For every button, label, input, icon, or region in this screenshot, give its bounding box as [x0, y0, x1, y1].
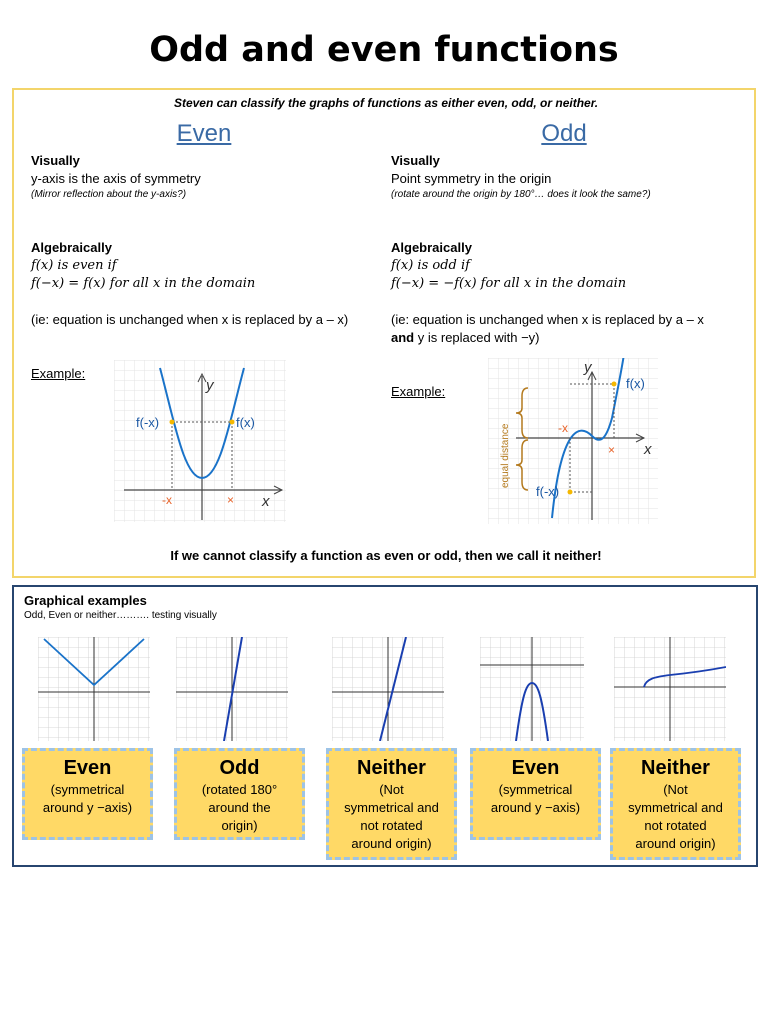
card-label: Even	[63, 757, 112, 779]
odd-alg-line2: f(−x) = −f(x) for all x in the domain	[391, 276, 627, 291]
even-alg-line1: f(x) is even if	[31, 258, 117, 273]
classification-card-neither-1	[326, 748, 457, 860]
card-line: (rotated 180°	[201, 782, 278, 797]
card-label: Neither	[357, 757, 426, 779]
graph-x-label: x	[262, 493, 270, 510]
card-line: symmetrical and	[344, 800, 439, 815]
card-line: not rotated	[360, 818, 423, 833]
odd-alg-line1: f(x) is odd if	[391, 258, 470, 273]
graph-fneg-label: f(-x)	[136, 415, 160, 430]
card-label: Neither	[641, 757, 710, 779]
odd-ie-and: and	[391, 330, 415, 345]
card-line: not rotated	[644, 818, 707, 833]
example-graph-2	[176, 637, 288, 741]
example-graph-3	[332, 637, 444, 741]
classification-card-even-1	[22, 748, 153, 840]
odd-heading: Odd	[541, 120, 587, 147]
graphical-examples-panel	[12, 585, 758, 867]
graph-x-mark: ×	[227, 493, 235, 507]
graph-fneg-label: f(-x)	[536, 484, 560, 499]
card-line: around y −axis)	[42, 800, 133, 815]
even-example-graph	[114, 360, 286, 522]
intro-text: Steven can classify the graphs of functions as either even, odd, or neither.	[173, 96, 599, 110]
card-label: Odd	[219, 757, 260, 779]
graph-negx-label: -x	[162, 493, 172, 507]
card-line: around origin)	[635, 836, 716, 851]
even-ie-text: (ie: equation is unchanged when x is replaced by a – x)	[31, 312, 349, 327]
odd-example-label: Example:	[391, 384, 446, 399]
even-visually-note: (Mirror reflection about the y-axis?)	[31, 189, 187, 200]
card-line: around the	[208, 800, 271, 815]
graph-side-label: equal distance	[500, 423, 511, 488]
even-alg-line2: f(−x) = f(x) for all x in the domain	[31, 276, 256, 291]
card-line: origin)	[221, 818, 258, 833]
classification-card-odd	[174, 748, 305, 840]
graph-negx-label: -x	[558, 421, 568, 435]
card-line: (symmetrical	[50, 782, 125, 797]
even-visually-label: Visually	[31, 153, 80, 168]
graph-x-label: x	[644, 441, 652, 458]
odd-visually-text: Point symmetry in the origin	[391, 171, 552, 186]
odd-algebraically-label: Algebraically	[391, 240, 472, 255]
odd-visually-note: (rotate around the origin by 180°… does it look the same?)	[391, 189, 651, 200]
definitions-panel	[12, 88, 756, 578]
example-graph-4	[480, 637, 584, 741]
card-line: (Not	[663, 782, 688, 797]
page-title: Odd and even functions	[149, 30, 619, 70]
graph-fpos-label: f(x)	[236, 415, 255, 430]
even-algebraically-label: Algebraically	[31, 240, 112, 255]
example-graph-1	[38, 637, 150, 741]
even-visually-text: y-axis is the axis of symmetry	[31, 171, 201, 186]
card-line: around y −axis)	[490, 800, 581, 815]
card-line: (Not	[379, 782, 404, 797]
odd-example-graph	[488, 358, 658, 524]
graph-y-label: y	[206, 377, 214, 394]
example-graph-5	[614, 637, 726, 741]
graphical-subtitle: Odd, Even or neither………. testing visually	[24, 610, 217, 621]
odd-ie-line2-wrap	[391, 330, 540, 345]
card-line: (symmetrical	[498, 782, 573, 797]
odd-visually-label: Visually	[391, 153, 440, 168]
card-line: around origin)	[351, 836, 432, 851]
even-example-label: Example:	[31, 366, 86, 381]
neither-note: If we cannot classify a function as even or odd, then we call it neither!	[170, 548, 602, 563]
graph-y-label: y	[584, 359, 592, 376]
graph-fpos-label: f(x)	[626, 376, 645, 391]
classification-card-neither-2	[610, 748, 741, 860]
odd-ie-line1: (ie: equation is unchanged when x is replaced by a – x	[391, 312, 704, 327]
graph-x-mark: ×	[608, 443, 616, 457]
graphical-title: Graphical examples	[24, 593, 147, 608]
even-heading: Even	[176, 120, 232, 147]
classification-card-even-2	[470, 748, 601, 840]
card-label: Even	[511, 757, 560, 779]
card-line: symmetrical and	[628, 800, 723, 815]
odd-ie-line2: y is replaced with −y)	[417, 330, 540, 345]
